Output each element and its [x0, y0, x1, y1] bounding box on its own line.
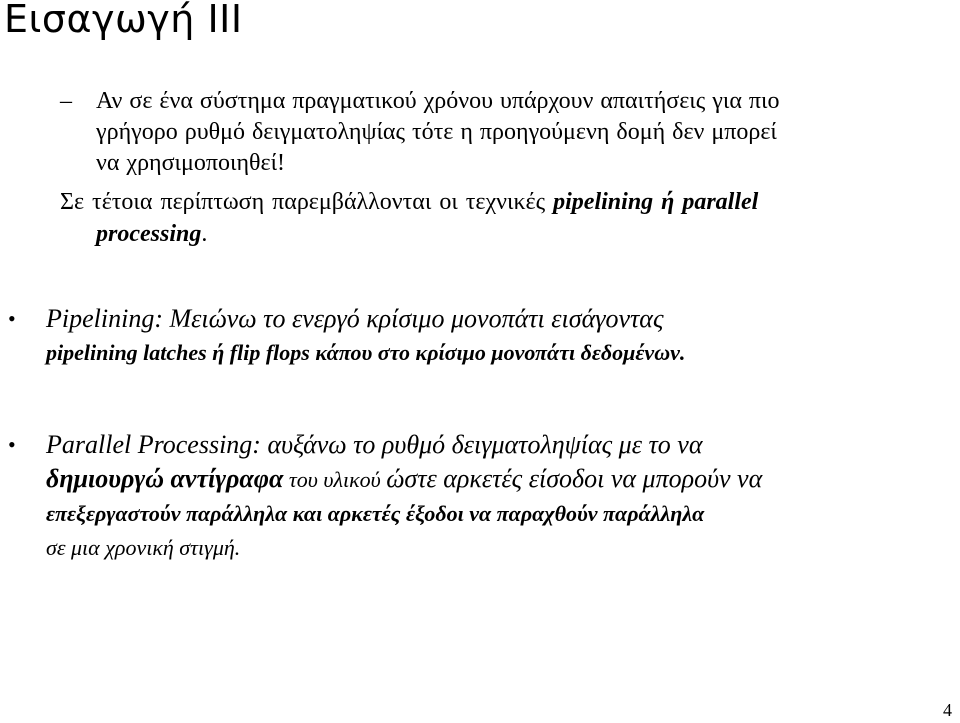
bullet-parallel [8, 428, 938, 565]
bullet-pipelining [8, 302, 938, 370]
sub-paragraph [60, 186, 940, 250]
dash-line-1: Αν σε ένα σύστημα πραγματικού χρόνου υπάρχουν απαιτήσεις για πιο [96, 88, 780, 114]
dash-item [60, 86, 940, 179]
dash-marker: – [60, 88, 72, 114]
page-number: 4 [943, 700, 952, 720]
bullet-parallel-line-1: Parallel Processing: αυξάνω το ρυθμό δειγματοληψίας με το να [46, 430, 703, 459]
bullet-pipelining-line-2: pipelining latches ή flip flops κάπου στο κρίσιμο μονοπάτι δεδομένων. [46, 340, 686, 365]
bullet-pipelining-line-1: Pipelining: Μειώνω το ενεργό κρίσιμο μονοπάτι εισάγοντας [46, 304, 664, 333]
sub-paragraph-suffix: . [201, 221, 208, 247]
sub-paragraph-emph-2: processing [96, 221, 202, 247]
bullet-pipelining-text [46, 302, 938, 370]
bullet-parallel-text [46, 428, 938, 565]
dash-item-text [96, 86, 940, 179]
bullet-parallel-hardware: του υλικού [283, 467, 387, 492]
bullet-parallel-line-3: επεξεργαστούν παράλληλα και αρκετές έξοδοι να παραχθούν παράλληλα [46, 501, 705, 526]
bullet-parallel-line-2 [46, 462, 938, 497]
bullet-marker: • [8, 432, 16, 457]
dash-line-3: να χρησιμοποιηθεί! [96, 150, 286, 176]
sub-paragraph-line-1 [60, 186, 940, 218]
bullet-parallel-emph-copies: δημιουργώ αντίγραφα [46, 464, 284, 493]
bullet-parallel-inputs: ώστε αρκετές είσοδοι να μπορούν να [386, 464, 763, 493]
sub-paragraph-emph-1: pipelining ή parallel [553, 189, 759, 215]
slide-title: Εισαγωγή ΙΙΙ [4, 0, 243, 41]
dash-line-2: γρήγορο ρυθμό δειγματοληψίας τότε η προηγούμενη δομή δεν μπορεί [96, 119, 777, 145]
sub-paragraph-line-2 [60, 218, 940, 250]
sub-paragraph-prefix: Σε τέτοια περίπτωση παρεμβάλλονται οι τεχνικές [60, 189, 554, 215]
bullet-parallel-line-4: σε μια χρονική στιγμή. [46, 535, 241, 560]
bullet-marker: • [8, 306, 16, 331]
